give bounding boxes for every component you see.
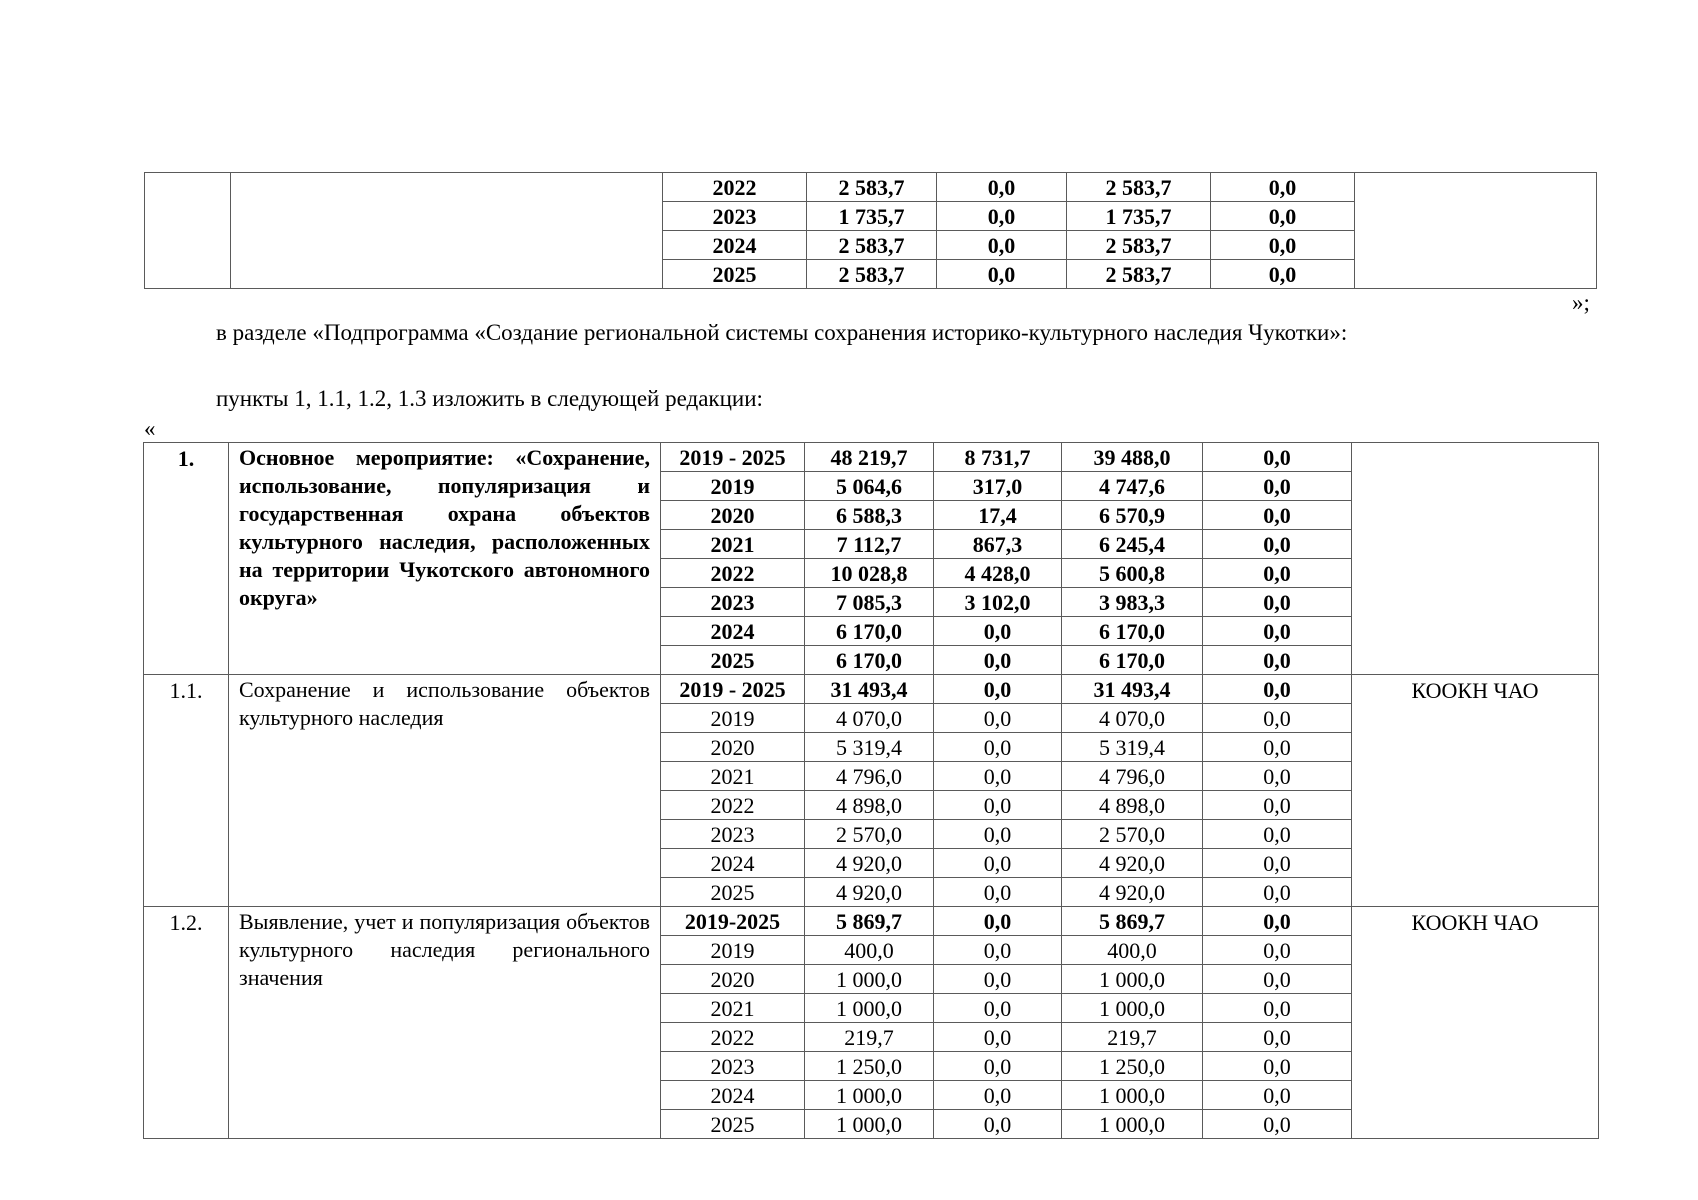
other-sources-cell: 0,0: [1211, 173, 1355, 202]
year-cell: 2024: [661, 1081, 805, 1110]
total-cell: 4 070,0: [805, 704, 934, 733]
year-cell: 2022: [663, 173, 807, 202]
opening-quote: «: [144, 416, 156, 441]
responsible-cell: КООКН ЧАО: [1352, 675, 1599, 907]
federal-budget-cell: 3 102,0: [934, 588, 1062, 617]
district-budget-cell: 219,7: [1062, 1023, 1203, 1052]
district-budget-cell: 1 735,7: [1067, 202, 1211, 231]
district-budget-cell: 31 493,4: [1062, 675, 1203, 704]
district-budget-cell: 1 250,0: [1062, 1052, 1203, 1081]
year-cell: 2020: [661, 501, 805, 530]
item-name-cell: Выявление, учет и популяризация объектов культурного наследия регионального значения: [229, 907, 661, 1139]
total-cell: 6 170,0: [805, 646, 934, 675]
total-cell: 4 898,0: [805, 791, 934, 820]
federal-budget-cell: 0,0: [934, 878, 1062, 907]
total-cell: 5 319,4: [805, 733, 934, 762]
total-cell: 5 869,7: [805, 907, 934, 936]
other-sources-cell: 0,0: [1203, 588, 1352, 617]
other-sources-cell: 0,0: [1203, 762, 1352, 791]
federal-budget-cell: 0,0: [934, 849, 1062, 878]
other-sources-cell: 0,0: [1203, 878, 1352, 907]
federal-budget-cell: 0,0: [934, 1023, 1062, 1052]
total-cell: 1 735,7: [807, 202, 937, 231]
year-cell: 2021: [661, 530, 805, 559]
year-cell: 2021: [661, 994, 805, 1023]
year-cell: 2021: [661, 762, 805, 791]
other-sources-cell: 0,0: [1203, 559, 1352, 588]
district-budget-cell: 4 747,6: [1062, 472, 1203, 501]
total-cell: 4 920,0: [805, 849, 934, 878]
district-budget-cell: 5 319,4: [1062, 733, 1203, 762]
year-cell: 2025: [661, 1110, 805, 1139]
total-cell: 5 064,6: [805, 472, 934, 501]
federal-budget-cell: 317,0: [934, 472, 1062, 501]
total-cell: 6 170,0: [805, 617, 934, 646]
other-sources-cell: 0,0: [1203, 704, 1352, 733]
year-cell: 2019: [661, 472, 805, 501]
federal-budget-cell: 0,0: [934, 617, 1062, 646]
section-reference-paragraph: в разделе «Подпрограмма «Создание региональной системы сохранения историко-культурного наследия Чукотки»:: [216, 320, 1348, 345]
federal-budget-cell: 0,0: [934, 1110, 1062, 1139]
year-cell: 2024: [661, 849, 805, 878]
closing-quote: »;: [1572, 290, 1590, 315]
other-sources-cell: 0,0: [1203, 733, 1352, 762]
federal-budget-cell: 0,0: [937, 173, 1067, 202]
federal-budget-cell: 0,0: [934, 675, 1062, 704]
year-cell: 2023: [663, 202, 807, 231]
responsible-cell: [1352, 443, 1599, 675]
item-name-cell: Сохранение и использование объектов культурного наследия: [229, 675, 661, 907]
district-budget-cell: 4 920,0: [1062, 849, 1203, 878]
other-sources-cell: 0,0: [1203, 530, 1352, 559]
new-edition-table: [143, 442, 1599, 1139]
total-cell: 2 583,7: [807, 231, 937, 260]
total-cell: 7 112,7: [805, 530, 934, 559]
responsible-cell: КООКН ЧАО: [1352, 907, 1599, 1139]
year-cell: 2020: [661, 965, 805, 994]
federal-budget-cell: 8 731,7: [934, 443, 1062, 472]
total-cell: 1 250,0: [805, 1052, 934, 1081]
total-cell: 2 570,0: [805, 820, 934, 849]
district-budget-cell: 6 170,0: [1062, 617, 1203, 646]
total-cell: 1 000,0: [805, 1110, 934, 1139]
year-cell: 2023: [661, 1052, 805, 1081]
other-sources-cell: 0,0: [1203, 1023, 1352, 1052]
year-cell: 2020: [661, 733, 805, 762]
year-cell: 2023: [661, 820, 805, 849]
year-cell: 2024: [661, 617, 805, 646]
federal-budget-cell: 0,0: [934, 820, 1062, 849]
federal-budget-cell: 0,0: [934, 1081, 1062, 1110]
federal-budget-cell: 0,0: [934, 1052, 1062, 1081]
federal-budget-cell: 0,0: [934, 704, 1062, 733]
other-sources-cell: 0,0: [1203, 849, 1352, 878]
total-cell: 48 219,7: [805, 443, 934, 472]
previous-table-fragment: [144, 172, 1597, 289]
district-budget-cell: 1 000,0: [1062, 1110, 1203, 1139]
total-cell: 1 000,0: [805, 994, 934, 1023]
district-budget-cell: 1 000,0: [1062, 1081, 1203, 1110]
other-sources-cell: 0,0: [1203, 443, 1352, 472]
other-sources-cell: 0,0: [1203, 675, 1352, 704]
other-sources-cell: 0,0: [1203, 1081, 1352, 1110]
district-budget-cell: 6 245,4: [1062, 530, 1203, 559]
total-cell: 6 588,3: [805, 501, 934, 530]
other-sources-cell: 0,0: [1203, 820, 1352, 849]
item-name-cell: Основное мероприятие: «Сохранение, использование, популяризация и государственная охрана объектов культурного наследия, расположенных на территории Чукотского автономного округа»: [229, 443, 661, 675]
district-budget-cell: 4 070,0: [1062, 704, 1203, 733]
total-cell: 4 796,0: [805, 762, 934, 791]
table-row: [144, 675, 1599, 704]
district-budget-cell: 6 570,9: [1062, 501, 1203, 530]
district-budget-cell: 4 796,0: [1062, 762, 1203, 791]
other-sources-cell: 0,0: [1203, 994, 1352, 1023]
total-cell: 400,0: [805, 936, 934, 965]
total-cell: 10 028,8: [805, 559, 934, 588]
year-cell: 2019: [661, 704, 805, 733]
federal-budget-cell: 0,0: [934, 733, 1062, 762]
item-number-cell: 1.2.: [144, 907, 229, 1139]
federal-budget-cell: 0,0: [934, 907, 1062, 936]
federal-budget-cell: 0,0: [934, 646, 1062, 675]
new-edition-table-body: [144, 443, 1599, 1139]
district-budget-cell: 5 869,7: [1062, 907, 1203, 936]
federal-budget-cell: 0,0: [934, 965, 1062, 994]
district-budget-cell: 4 898,0: [1062, 791, 1203, 820]
year-cell: 2024: [663, 231, 807, 260]
federal-budget-cell: 0,0: [937, 231, 1067, 260]
edit-instruction-paragraph: пункты 1, 1.1, 1.2, 1.3 изложить в следующей редакции:: [216, 386, 763, 411]
year-cell: 2022: [661, 559, 805, 588]
federal-budget-cell: 867,3: [934, 530, 1062, 559]
table-row: [145, 173, 1597, 202]
table-row: [144, 907, 1599, 936]
federal-budget-cell: 0,0: [937, 202, 1067, 231]
district-budget-cell: 39 488,0: [1062, 443, 1203, 472]
other-sources-cell: 0,0: [1203, 1110, 1352, 1139]
other-sources-cell: 0,0: [1203, 1052, 1352, 1081]
district-budget-cell: 4 920,0: [1062, 878, 1203, 907]
other-sources-cell: 0,0: [1203, 791, 1352, 820]
district-budget-cell: 3 983,3: [1062, 588, 1203, 617]
total-cell: 7 085,3: [805, 588, 934, 617]
district-budget-cell: 1 000,0: [1062, 994, 1203, 1023]
other-sources-cell: 0,0: [1211, 260, 1355, 289]
year-cell: 2023: [661, 588, 805, 617]
item-number-cell: 1.: [144, 443, 229, 675]
item-number-cell: 1.1.: [144, 675, 229, 907]
federal-budget-cell: 0,0: [934, 936, 1062, 965]
federal-budget-cell: 0,0: [934, 994, 1062, 1023]
year-cell: 2025: [663, 260, 807, 289]
year-cell: 2025: [661, 878, 805, 907]
district-budget-cell: 1 000,0: [1062, 965, 1203, 994]
year-cell: 2022: [661, 791, 805, 820]
district-budget-cell: 2 583,7: [1067, 173, 1211, 202]
district-budget-cell: 400,0: [1062, 936, 1203, 965]
other-sources-cell: 0,0: [1211, 202, 1355, 231]
other-sources-cell: 0,0: [1203, 646, 1352, 675]
federal-budget-cell: 0,0: [934, 762, 1062, 791]
total-cell: 2 583,7: [807, 260, 937, 289]
federal-budget-cell: 0,0: [937, 260, 1067, 289]
total-cell: 4 920,0: [805, 878, 934, 907]
year-cell: 2019-2025: [661, 907, 805, 936]
district-budget-cell: 2 583,7: [1067, 231, 1211, 260]
table-row: [144, 443, 1599, 472]
district-budget-cell: 5 600,8: [1062, 559, 1203, 588]
other-sources-cell: 0,0: [1203, 472, 1352, 501]
district-budget-cell: 2 570,0: [1062, 820, 1203, 849]
total-cell: 1 000,0: [805, 965, 934, 994]
year-cell: 2025: [661, 646, 805, 675]
responsible-cell: [1355, 173, 1597, 289]
total-cell: 31 493,4: [805, 675, 934, 704]
number-cell: [145, 173, 231, 289]
previous-table-body: [145, 173, 1597, 289]
other-sources-cell: 0,0: [1211, 231, 1355, 260]
other-sources-cell: 0,0: [1203, 501, 1352, 530]
federal-budget-cell: 4 428,0: [934, 559, 1062, 588]
total-cell: 219,7: [805, 1023, 934, 1052]
other-sources-cell: 0,0: [1203, 907, 1352, 936]
year-cell: 2019 - 2025: [661, 675, 805, 704]
federal-budget-cell: 0,0: [934, 791, 1062, 820]
year-cell: 2019 - 2025: [661, 443, 805, 472]
other-sources-cell: 0,0: [1203, 965, 1352, 994]
name-cell: [231, 173, 663, 289]
federal-budget-cell: 17,4: [934, 501, 1062, 530]
total-cell: 1 000,0: [805, 1081, 934, 1110]
district-budget-cell: 6 170,0: [1062, 646, 1203, 675]
year-cell: 2019: [661, 936, 805, 965]
district-budget-cell: 2 583,7: [1067, 260, 1211, 289]
other-sources-cell: 0,0: [1203, 936, 1352, 965]
other-sources-cell: 0,0: [1203, 617, 1352, 646]
total-cell: 2 583,7: [807, 173, 937, 202]
year-cell: 2022: [661, 1023, 805, 1052]
